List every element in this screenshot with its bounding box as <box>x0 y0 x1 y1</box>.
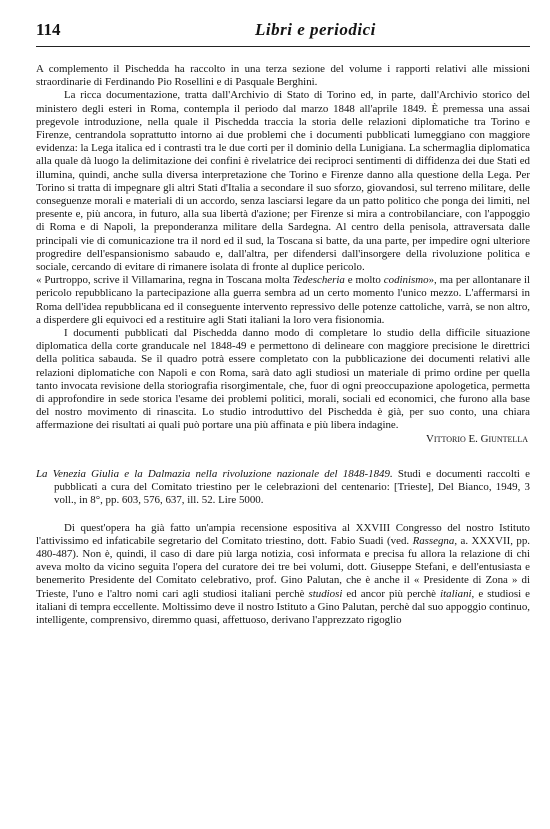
italic-text: Rassegna <box>412 534 455 547</box>
reviewer-signature: Vittorio E. Giuntella <box>426 432 528 445</box>
text-run: Di quest'opera ha già fatto un'ampia recensione espositiva al XXVIII Congresso del nostro Istituto l'attivissimo ed infaticabile segretario del Comitato triestino, dott. Fabio Suadi (ved. <box>36 521 530 547</box>
text-run: , e studiosi e italiani di tempra eccellente. Moltissimo deve il nostro Istituto a Gino Palutan, perchè dal suo appoggio continuo, intelligente, comprensivo, diremmo quasi, affettuoso, derivano l'apprezzato rigoglio <box>36 587 531 626</box>
paragraph: La ricca documentazione, tratta dall'Archivio di Stato di Torino ed, in parte, dall'Archivio storico del ministero degli esteri in Roma, contempla il periodo dal marzo 1848 all'aprile 1849. È premessa una assai pregevole introduzione, nella quale il Pischedda traccia la storia delle relazioni diplomatiche tra Torino e Firenze, centrandola soprattutto intorno ai due problemi che i documenti pubblicati lumeggiano con maggiore evidenza: la Lega italica ed i contrasti tra le due corti per il dominio della Lunigiana. La schermaglia diplomatica alla quale dà luogo la delimitazione dei confini è rivelatrice dei reciproci sentimenti di diffidenza dei due Stati ed illumina, quindi, anche sulla diversa interpretazione che Torino e Firenze danno alla questione della Lega. Per Torino si tratta di impegnare gli altri Stati d'Italia a secondare il suo sforzo, giovandosi, sul terreno militare, delle conseguenze morali e materiali di un accordo, senza lasciarsi legare da un patto politico che ponga dei limiti, nel presente e, più ancora, in futuro, alla sua libertà d'azione; per Firenze si mira a controbilanciare, con l'appoggio di Roma e di Napoli, la preponderanza militare della Sardegna. Al centro della penisola, attraversata dalle principali vie di comunicazione tra il nord ed il sud, la Toscana si batte, da una parte, per impedire ogni ulteriore progredire dell'espansionismo sabaudo e, dall'altra, per difendersi dall'insorgere della rivoluzione politica e sociale, cercando di evitare di rimanere isolata di fronte al duplice pericolo. <box>36 89 530 274</box>
review-bibliographic-entry <box>36 468 530 508</box>
page-number: 114 <box>36 20 61 39</box>
page-header <box>36 20 530 47</box>
book-title: La Venezia Giulia e la Dalmazia nella rivoluzione nazionale del 1848-1849. <box>36 467 393 480</box>
italic-text: codinismo <box>383 274 429 287</box>
paragraph: A complemento il Pischedda ha raccolto in una terza sezione del volume i rapporti relativi alle missioni straordinarie di Ferdinando Pio Rosellini e di Pasquale Berghini. <box>36 63 530 89</box>
italic-text: italiani <box>440 587 472 600</box>
italic-text: Tedescheria <box>292 274 345 287</box>
paragraph <box>36 522 530 628</box>
paragraph: I documenti pubblicati dal Pischedda danno modo di completare lo studio della difficile situazione diplomatica della corte granducale nel 1848-49 e permettono di delineare con maggiore precisione le direttrici della politica sabauda. Se il quadro potrà essere completato con la pubblicazione dei documenti relativi alle relazioni diplomatiche con Napoli e con Roma, sarà dato agli studiosi un materiale di primo ordine per quella tanto invocata revisione della storiografia risorgimentale, che, fuor di ogni preoccupazione apologetica, permetta di approfondire in sede storica l'esame dei problemi politici, morali, sociali ed economici, che furono alla base del nostro movimento di rinascita. Lo studio introduttivo del Pischedda è già, per suo conto, una chiara affermazione dei risultati ai quali può portare una più affinata e più libera indagine. <box>36 327 530 432</box>
text-run: ed ancor più perchè <box>342 587 441 600</box>
text-run: , a. XXXVII, pp. 480-487). Non è, quindi, il caso di dare più larga notizia, così informata e precisa fu allora la relazione di chi aveva molto da vicino seguita l'opera del curatore dei tre bei volumi, dott. Giuseppe Stefani, e dell'entusiasta e benemerito Presidente del Comitato celebrativo, prof. Gino Palutan, che è anche il « Presidente di Zona » di Trieste, l'uno e l'altro nomi cari agli studiosi italiani perchè <box>36 534 530 600</box>
text-run: « Purtroppo, scrive il Villamarina, regna in Toscana molta <box>36 274 293 287</box>
review-body <box>36 522 530 628</box>
italic-text: studiosi <box>308 587 343 600</box>
text-run: », ma per allontanare il pericolo repubblicano la partecipazione alla guerra sembra ad un certo momento l'unico mezzo. L'affermarsi in Roma dell'idea repubblicana ed il conseguente intervento repressivo delle potenze cattoliche, varrà, se non altro, a disperdere gli equivoci ed a restituire agli Stati italiani la loro vera fisionomia. <box>36 274 530 326</box>
text-run: e molto <box>344 274 384 287</box>
book-details: Studi e documenti raccolti e pubblicati a cura del Comitato triestino per le celebrazioni del centenario: [Trieste], Del Bianco, 1949, 3 voll., in 8°, pp. 603, 576, 637, ill. 52. Lire 5000. <box>54 467 530 507</box>
paragraph-quote <box>36 274 530 327</box>
review-continuation <box>36 63 530 446</box>
running-head: Libri e periodici <box>255 20 376 39</box>
